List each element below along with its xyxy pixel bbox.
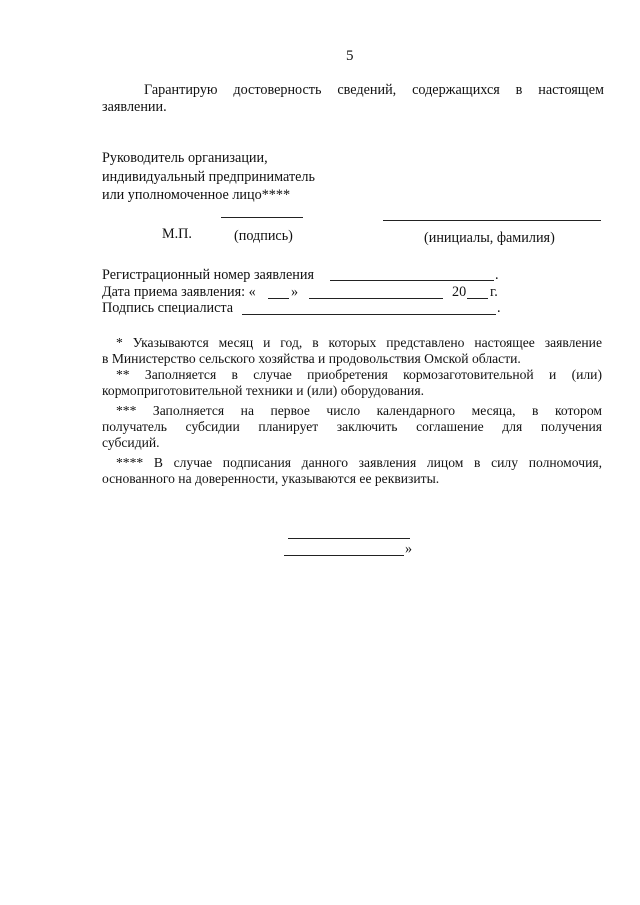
footnote-3	[102, 403, 602, 451]
name-caption: (инициалы, фамилия)	[424, 230, 555, 246]
closing-line-2	[284, 555, 404, 556]
reg-number-label: Регистрационный номер заявления	[102, 267, 314, 283]
date-day-line	[268, 298, 289, 299]
date-year-prefix: 20	[452, 284, 467, 300]
guarantee-line-2: заявлении.	[102, 99, 167, 115]
stamp-label: М.П.	[162, 226, 192, 242]
reg-number-line	[330, 280, 494, 281]
guarantee-line-1: Гарантирую достоверность сведений, содержащихся в настоящем	[144, 82, 604, 98]
specialist-label: Подпись специалиста	[102, 300, 234, 316]
footnote-3-line-2: получатель субсидии планирует заключить соглашение для получения	[102, 419, 602, 434]
signatory-line-3: или уполномоченное лицо****	[102, 187, 291, 203]
closing-quote: »	[405, 541, 413, 557]
footnote-2-line-2: кормоприготовительной техники и (или) оборудования.	[102, 383, 424, 398]
footnote-1-line-2: в Министерство сельского хозяйства и продовольствия Омской области.	[102, 351, 521, 366]
date-year-line	[467, 298, 488, 299]
signature-line	[221, 217, 303, 218]
specialist-line	[242, 314, 496, 315]
reg-number-end: .	[495, 267, 499, 283]
date-year-suffix: г.	[490, 284, 498, 300]
signature-caption: (подпись)	[234, 228, 293, 244]
signatory-line-2: индивидуальный предприниматель	[102, 169, 315, 185]
footnote-1-line-1: * Указываются месяц и год, в которых представлено настоящее заявление	[116, 335, 602, 350]
name-line	[383, 220, 601, 221]
footnote-2-line-1: ** Заполняется в случае приобретения кормозаготовительной и (или)	[116, 367, 602, 382]
footnote-2	[102, 367, 602, 399]
footnote-1	[102, 335, 602, 367]
specialist-end: .	[497, 300, 501, 316]
date-label: Дата приема заявления: «	[102, 284, 256, 300]
signatory-line-1: Руководитель организации,	[102, 150, 268, 166]
footnote-4	[102, 455, 602, 487]
footnote-4-line-2: основанного на доверенности, указываются ее реквизиты.	[102, 471, 440, 486]
closing-line-1	[288, 538, 410, 539]
date-month-line	[309, 298, 443, 299]
footnote-3-line-1: *** Заполняется на первое число календарного месяца, в котором	[116, 403, 602, 418]
footnote-4-line-1: **** В случае подписания данного заявления лицом в силу полномочия,	[116, 455, 602, 470]
footnote-3-line-3: субсидий.	[102, 435, 160, 450]
date-close-quote: »	[291, 284, 299, 300]
page-number: 5	[346, 48, 354, 64]
